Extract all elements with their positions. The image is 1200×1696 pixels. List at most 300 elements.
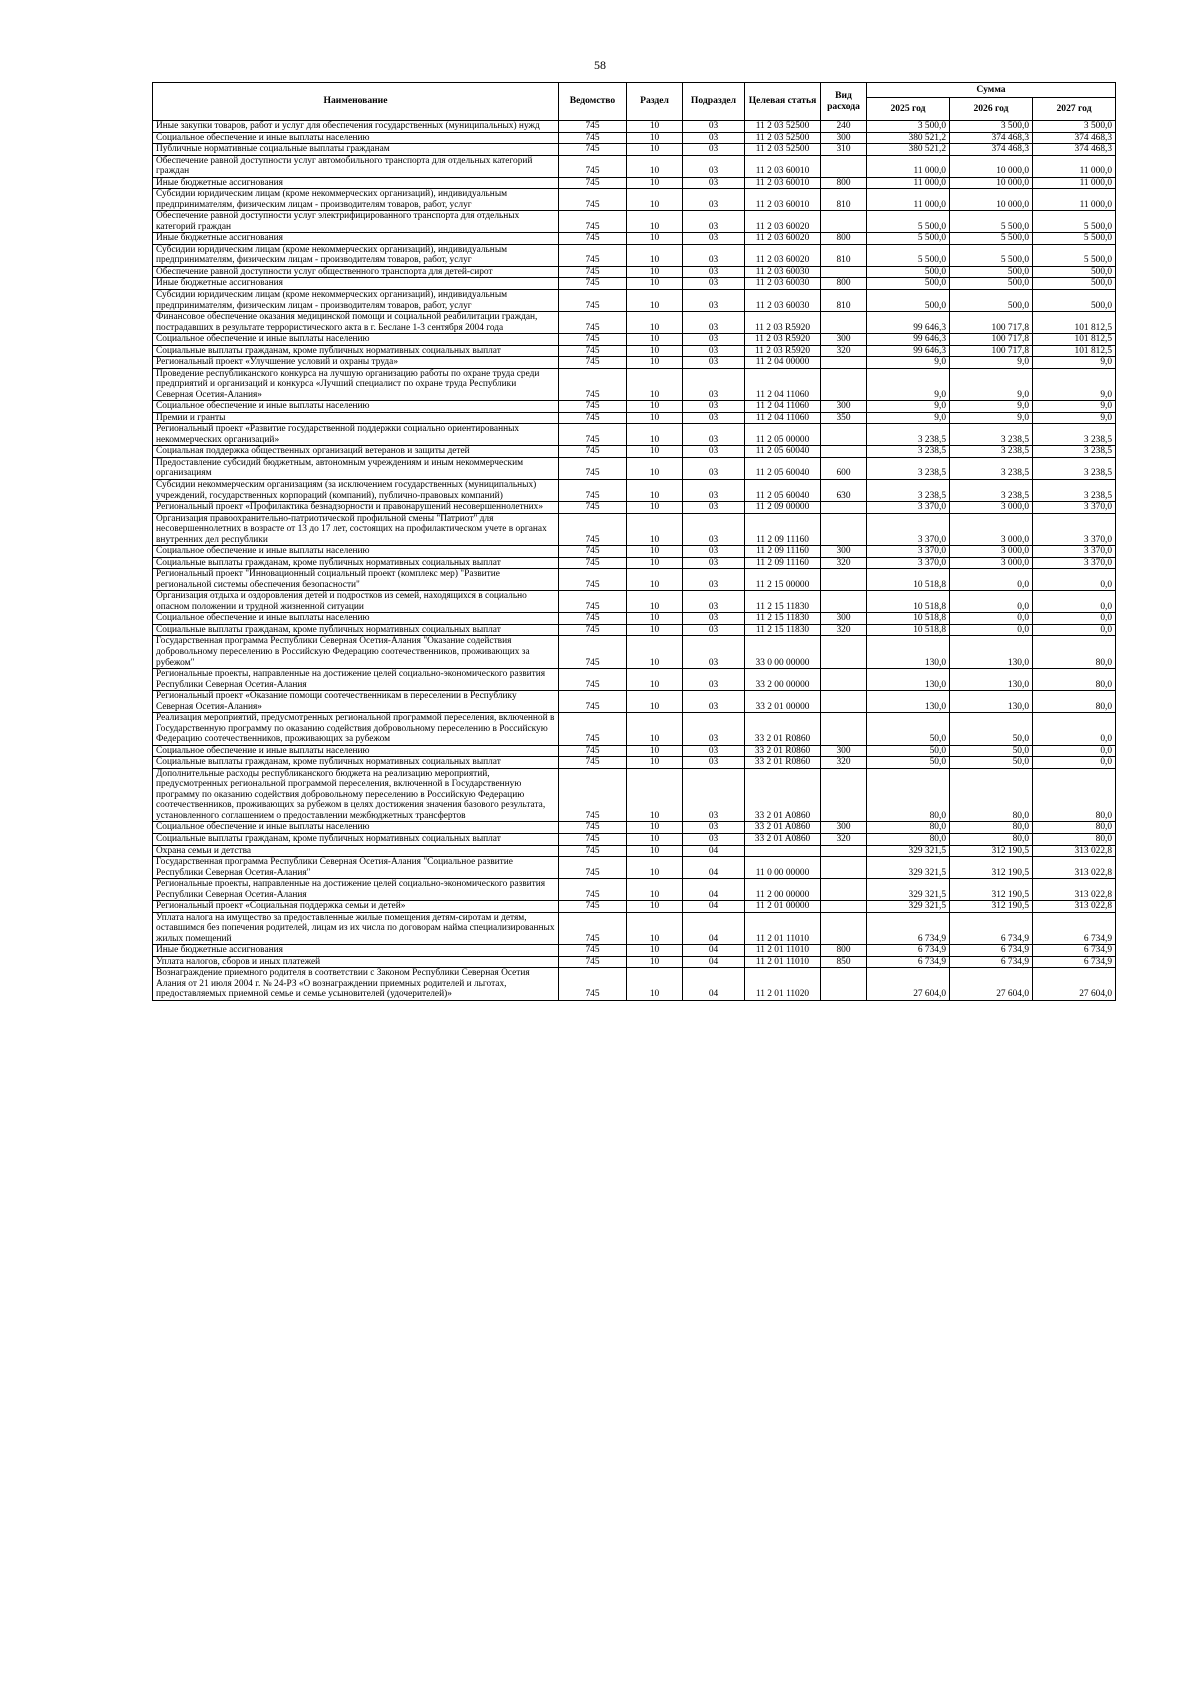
cell-target: 11 2 03 60010 bbox=[745, 177, 821, 189]
cell-subsection: 04 bbox=[683, 968, 745, 1001]
cell-target: 11 0 00 00000 bbox=[745, 857, 821, 879]
cell-type: 300 bbox=[821, 546, 867, 558]
header-type: Вид расхода bbox=[821, 83, 867, 121]
cell-2027: 6 734,9 bbox=[1033, 912, 1116, 945]
cell-name: Субсидии юридическим лицам (кроме некоммерческих организаций), индивидуальным предпринимателям, физическим лицам - производителям товаров, работ, услуг bbox=[153, 244, 559, 266]
cell-name: Реализация мероприятий, предусмотренных региональной программой переселения, включенной в Государственную программу по оказанию содействия добровольному переселению в Российскую Федерацию соотечественников, проживающих за рубежом bbox=[153, 713, 559, 746]
cell-2025: 5 500,0 bbox=[867, 211, 950, 233]
table-row bbox=[153, 312, 1116, 334]
cell-2027: 313 022,8 bbox=[1033, 845, 1116, 857]
cell-section: 10 bbox=[627, 879, 683, 901]
cell-2026: 10 000,0 bbox=[950, 189, 1033, 211]
cell-2025: 3 370,0 bbox=[867, 513, 950, 546]
cell-dept: 745 bbox=[559, 879, 627, 901]
table-row bbox=[153, 457, 1116, 479]
cell-target: 11 2 01 11010 bbox=[745, 945, 821, 957]
cell-2026: 5 500,0 bbox=[950, 211, 1033, 233]
cell-subsection: 03 bbox=[683, 591, 745, 613]
cell-target: 33 2 01 A0860 bbox=[745, 822, 821, 834]
cell-target: 33 2 01 00000 bbox=[745, 691, 821, 713]
cell-2026: 3 000,0 bbox=[950, 513, 1033, 546]
cell-type: 300 bbox=[821, 822, 867, 834]
cell-subsection: 03 bbox=[683, 546, 745, 558]
cell-name: Региональный проект «Социальная поддержка семьи и детей» bbox=[153, 901, 559, 913]
cell-name: Государственная программа Республики Северная Осетия-Алания "Оказание содействия добровольному переселению в Российскую Федерацию соотечественников, проживающих за рубежом" bbox=[153, 636, 559, 669]
header-dept: Ведомство bbox=[559, 83, 627, 121]
cell-target: 11 2 04 11060 bbox=[745, 401, 821, 413]
cell-subsection: 04 bbox=[683, 845, 745, 857]
cell-subsection: 03 bbox=[683, 513, 745, 546]
cell-name: Социальное обеспечение и иные выплаты населению bbox=[153, 613, 559, 625]
cell-target: 11 2 01 11010 bbox=[745, 956, 821, 968]
cell-type bbox=[821, 502, 867, 514]
cell-type bbox=[821, 713, 867, 746]
cell-dept: 745 bbox=[559, 624, 627, 636]
cell-name: Обеспечение равной доступности услуг общественного транспорта для детей-сирот bbox=[153, 266, 559, 278]
cell-2025: 5 500,0 bbox=[867, 244, 950, 266]
cell-2027: 0,0 bbox=[1033, 569, 1116, 591]
cell-name: Региональный проект «Оказание помощи соотечественникам в переселении в Республику Северная Осетия-Алания» bbox=[153, 691, 559, 713]
cell-2027: 500,0 bbox=[1033, 266, 1116, 278]
cell-dept: 745 bbox=[559, 912, 627, 945]
cell-section: 10 bbox=[627, 312, 683, 334]
cell-type: 310 bbox=[821, 144, 867, 156]
cell-dept: 745 bbox=[559, 834, 627, 846]
cell-2027: 374 468,3 bbox=[1033, 144, 1116, 156]
cell-section: 10 bbox=[627, 636, 683, 669]
table-row bbox=[153, 266, 1116, 278]
cell-subsection: 03 bbox=[683, 289, 745, 311]
cell-target: 11 2 03 R5920 bbox=[745, 312, 821, 334]
cell-type bbox=[821, 424, 867, 446]
cell-name: Организация отдыха и оздоровления детей и подростков из семей, находящихся в социально опасном положении и трудной жизненной ситуации bbox=[153, 591, 559, 613]
cell-section: 10 bbox=[627, 912, 683, 945]
cell-section: 10 bbox=[627, 569, 683, 591]
cell-2026: 100 717,8 bbox=[950, 345, 1033, 357]
cell-dept: 745 bbox=[559, 177, 627, 189]
cell-target: 33 2 01 R0860 bbox=[745, 713, 821, 746]
cell-type bbox=[821, 669, 867, 691]
cell-type: 630 bbox=[821, 480, 867, 502]
cell-subsection: 03 bbox=[683, 457, 745, 479]
cell-subsection: 03 bbox=[683, 345, 745, 357]
cell-name: Иные закупки товаров, работ и услуг для обеспечения государственных (муниципальных) нужд bbox=[153, 121, 559, 133]
cell-target: 11 2 03 60030 bbox=[745, 278, 821, 290]
cell-2026: 6 734,9 bbox=[950, 912, 1033, 945]
cell-type: 800 bbox=[821, 177, 867, 189]
cell-subsection: 03 bbox=[683, 557, 745, 569]
cell-section: 10 bbox=[627, 480, 683, 502]
cell-2026: 10 000,0 bbox=[950, 155, 1033, 177]
table-row bbox=[153, 857, 1116, 879]
cell-name: Социальные выплаты гражданам, кроме публичных нормативных социальных выплат bbox=[153, 757, 559, 769]
cell-name: Иные бюджетные ассигнования bbox=[153, 945, 559, 957]
cell-section: 10 bbox=[627, 144, 683, 156]
cell-type bbox=[821, 211, 867, 233]
cell-dept: 745 bbox=[559, 956, 627, 968]
cell-name: Охрана семьи и детства bbox=[153, 845, 559, 857]
cell-type: 350 bbox=[821, 412, 867, 424]
cell-target: 11 2 03 60030 bbox=[745, 289, 821, 311]
cell-dept: 745 bbox=[559, 233, 627, 245]
cell-section: 10 bbox=[627, 189, 683, 211]
cell-target: 11 2 03 60020 bbox=[745, 211, 821, 233]
cell-dept: 745 bbox=[559, 412, 627, 424]
cell-name: Государственная программа Республики Северная Осетия-Алания "Социальное развитие Республики Северная Осетия-Алания" bbox=[153, 857, 559, 879]
cell-section: 10 bbox=[627, 132, 683, 144]
table-row bbox=[153, 155, 1116, 177]
cell-target: 11 2 09 11160 bbox=[745, 557, 821, 569]
table-row bbox=[153, 956, 1116, 968]
cell-target: 11 2 09 11160 bbox=[745, 513, 821, 546]
cell-type bbox=[821, 368, 867, 401]
cell-2025: 130,0 bbox=[867, 669, 950, 691]
cell-2027: 0,0 bbox=[1033, 757, 1116, 769]
cell-2026: 3 238,5 bbox=[950, 480, 1033, 502]
cell-section: 10 bbox=[627, 244, 683, 266]
cell-2025: 9,0 bbox=[867, 368, 950, 401]
table-row bbox=[153, 822, 1116, 834]
cell-2027: 80,0 bbox=[1033, 834, 1116, 846]
cell-2027: 3 238,5 bbox=[1033, 457, 1116, 479]
cell-2027: 101 812,5 bbox=[1033, 312, 1116, 334]
cell-2026: 50,0 bbox=[950, 713, 1033, 746]
cell-2025: 9,0 bbox=[867, 401, 950, 413]
cell-name: Социальное обеспечение и иные выплаты населению bbox=[153, 401, 559, 413]
cell-2027: 80,0 bbox=[1033, 636, 1116, 669]
header-subsection: Подраздел bbox=[683, 83, 745, 121]
cell-2025: 50,0 bbox=[867, 757, 950, 769]
cell-2027: 9,0 bbox=[1033, 368, 1116, 401]
cell-name: Социальные выплаты гражданам, кроме публичных нормативных социальных выплат bbox=[153, 557, 559, 569]
cell-target: 11 2 00 00000 bbox=[745, 879, 821, 901]
cell-2027: 11 000,0 bbox=[1033, 177, 1116, 189]
cell-type: 800 bbox=[821, 278, 867, 290]
cell-subsection: 03 bbox=[683, 569, 745, 591]
cell-dept: 745 bbox=[559, 480, 627, 502]
cell-section: 10 bbox=[627, 834, 683, 846]
cell-2027: 500,0 bbox=[1033, 278, 1116, 290]
cell-subsection: 03 bbox=[683, 636, 745, 669]
cell-2027: 3 500,0 bbox=[1033, 121, 1116, 133]
cell-section: 10 bbox=[627, 457, 683, 479]
table-body bbox=[153, 121, 1116, 1001]
cell-2025: 130,0 bbox=[867, 636, 950, 669]
cell-type: 320 bbox=[821, 624, 867, 636]
cell-2026: 80,0 bbox=[950, 822, 1033, 834]
cell-target: 11 2 01 00000 bbox=[745, 901, 821, 913]
cell-2026: 50,0 bbox=[950, 757, 1033, 769]
cell-subsection: 03 bbox=[683, 177, 745, 189]
cell-subsection: 03 bbox=[683, 189, 745, 211]
cell-2025: 50,0 bbox=[867, 745, 950, 757]
cell-dept: 745 bbox=[559, 424, 627, 446]
cell-target: 11 2 04 11060 bbox=[745, 412, 821, 424]
cell-dept: 745 bbox=[559, 211, 627, 233]
table-row bbox=[153, 412, 1116, 424]
cell-dept: 745 bbox=[559, 691, 627, 713]
cell-subsection: 03 bbox=[683, 757, 745, 769]
cell-name: Социальное обеспечение и иные выплаты населению bbox=[153, 132, 559, 144]
cell-2027: 3 370,0 bbox=[1033, 513, 1116, 546]
table-row bbox=[153, 480, 1116, 502]
cell-type: 300 bbox=[821, 401, 867, 413]
cell-2025: 10 518,8 bbox=[867, 591, 950, 613]
cell-2027: 3 238,5 bbox=[1033, 480, 1116, 502]
cell-2025: 5 500,0 bbox=[867, 233, 950, 245]
cell-subsection: 03 bbox=[683, 368, 745, 401]
cell-dept: 745 bbox=[559, 244, 627, 266]
cell-2026: 500,0 bbox=[950, 266, 1033, 278]
cell-section: 10 bbox=[627, 177, 683, 189]
cell-2026: 500,0 bbox=[950, 289, 1033, 311]
cell-2026: 5 500,0 bbox=[950, 244, 1033, 266]
cell-2025: 329 321,5 bbox=[867, 879, 950, 901]
cell-2026: 312 190,5 bbox=[950, 857, 1033, 879]
cell-subsection: 03 bbox=[683, 334, 745, 346]
cell-2025: 500,0 bbox=[867, 278, 950, 290]
cell-dept: 745 bbox=[559, 613, 627, 625]
cell-2025: 329 321,5 bbox=[867, 857, 950, 879]
cell-section: 10 bbox=[627, 266, 683, 278]
cell-dept: 745 bbox=[559, 289, 627, 311]
cell-2027: 3 238,5 bbox=[1033, 446, 1116, 458]
cell-section: 10 bbox=[627, 446, 683, 458]
table-row bbox=[153, 624, 1116, 636]
cell-2026: 6 734,9 bbox=[950, 945, 1033, 957]
cell-target: 33 0 00 00000 bbox=[745, 636, 821, 669]
cell-2025: 80,0 bbox=[867, 834, 950, 846]
table-row bbox=[153, 945, 1116, 957]
cell-2025: 6 734,9 bbox=[867, 956, 950, 968]
cell-subsection: 03 bbox=[683, 155, 745, 177]
cell-dept: 745 bbox=[559, 345, 627, 357]
cell-2027: 5 500,0 bbox=[1033, 211, 1116, 233]
cell-subsection: 03 bbox=[683, 691, 745, 713]
cell-dept: 745 bbox=[559, 121, 627, 133]
table-row bbox=[153, 368, 1116, 401]
cell-2026: 9,0 bbox=[950, 412, 1033, 424]
cell-2027: 11 000,0 bbox=[1033, 155, 1116, 177]
table-row bbox=[153, 121, 1116, 133]
cell-section: 10 bbox=[627, 613, 683, 625]
cell-2025: 3 370,0 bbox=[867, 557, 950, 569]
cell-dept: 745 bbox=[559, 513, 627, 546]
cell-2026: 3 238,5 bbox=[950, 446, 1033, 458]
cell-target: 11 2 05 60040 bbox=[745, 446, 821, 458]
cell-dept: 745 bbox=[559, 144, 627, 156]
cell-type: 300 bbox=[821, 334, 867, 346]
cell-2026: 80,0 bbox=[950, 768, 1033, 822]
cell-dept: 745 bbox=[559, 334, 627, 346]
cell-type bbox=[821, 155, 867, 177]
cell-subsection: 04 bbox=[683, 857, 745, 879]
header-2026: 2026 год bbox=[950, 98, 1033, 121]
cell-dept: 745 bbox=[559, 857, 627, 879]
cell-name: Дополнительные расходы республиканского бюджета на реализацию мероприятий, предусмотренных региональной программой переселения, включенной в Государственную программу по оказанию содействия добровольному переселению в Российскую Федерацию соотечественников, проживающих за рубежом в целях достижения значения базового результата, установленного соглашением о предоставлении межбюджетных трансфертов bbox=[153, 768, 559, 822]
cell-section: 10 bbox=[627, 557, 683, 569]
cell-2025: 329 321,5 bbox=[867, 901, 950, 913]
cell-name: Субсидии юридическим лицам (кроме некоммерческих организаций), индивидуальным предпринимателям, физическим лицам - производителям товаров, работ, услуг bbox=[153, 289, 559, 311]
table-row bbox=[153, 901, 1116, 913]
table-row bbox=[153, 968, 1116, 1001]
cell-2027: 80,0 bbox=[1033, 669, 1116, 691]
cell-target: 11 2 01 11010 bbox=[745, 912, 821, 945]
cell-subsection: 03 bbox=[683, 266, 745, 278]
cell-subsection: 03 bbox=[683, 312, 745, 334]
table-row bbox=[153, 879, 1116, 901]
cell-2026: 9,0 bbox=[950, 401, 1033, 413]
cell-target: 11 2 03 60020 bbox=[745, 233, 821, 245]
cell-2026: 312 190,5 bbox=[950, 879, 1033, 901]
cell-2026: 3 000,0 bbox=[950, 546, 1033, 558]
cell-2025: 50,0 bbox=[867, 713, 950, 746]
cell-name: Публичные нормативные социальные выплаты гражданам bbox=[153, 144, 559, 156]
cell-dept: 745 bbox=[559, 266, 627, 278]
cell-name: Обеспечение равной доступности услуг электрифицированного транспорта для отдельных категорий граждан bbox=[153, 211, 559, 233]
table-row bbox=[153, 233, 1116, 245]
table-row bbox=[153, 189, 1116, 211]
cell-name: Предоставление субсидий бюджетным, автономным учреждениям и иным некоммерческим организациям bbox=[153, 457, 559, 479]
cell-2026: 374 468,3 bbox=[950, 132, 1033, 144]
cell-2027: 3 370,0 bbox=[1033, 557, 1116, 569]
cell-2025: 329 321,5 bbox=[867, 845, 950, 857]
cell-type bbox=[821, 879, 867, 901]
cell-subsection: 03 bbox=[683, 745, 745, 757]
cell-2026: 5 500,0 bbox=[950, 233, 1033, 245]
cell-name: Уплата налога на имущество за предоставленные жилые помещения детям-сиротам и детям, оставшимся без попечения родителей, лицам из их числа по договорам найма специализированных жилых помещений bbox=[153, 912, 559, 945]
cell-target: 11 2 03 R5920 bbox=[745, 334, 821, 346]
cell-name: Региональные проекты, направленные на достижение целей социально-экономического развития Республики Северная Осетия-Алания bbox=[153, 669, 559, 691]
cell-type: 800 bbox=[821, 945, 867, 957]
cell-name: Социальные выплаты гражданам, кроме публичных нормативных социальных выплат bbox=[153, 624, 559, 636]
cell-name: Обеспечение равной доступности услуг автомобильного транспорта для отдельных категорий граждан bbox=[153, 155, 559, 177]
cell-2025: 10 518,8 bbox=[867, 569, 950, 591]
cell-target: 11 2 09 11160 bbox=[745, 546, 821, 558]
cell-type bbox=[821, 266, 867, 278]
table-row bbox=[153, 745, 1116, 757]
cell-2027: 5 500,0 bbox=[1033, 233, 1116, 245]
cell-type bbox=[821, 357, 867, 369]
cell-2025: 3 500,0 bbox=[867, 121, 950, 133]
cell-dept: 745 bbox=[559, 357, 627, 369]
cell-2027: 374 468,3 bbox=[1033, 132, 1116, 144]
cell-name: Проведение республиканского конкурса на лучшую организацию работы по охране труда среди предприятий и организаций и конкурса «Лучший специалист по охране труда Республики Северная Осетия-Алания» bbox=[153, 368, 559, 401]
header-name: Наименование bbox=[153, 83, 559, 121]
cell-2026: 9,0 bbox=[950, 357, 1033, 369]
cell-2027: 80,0 bbox=[1033, 768, 1116, 822]
table-row bbox=[153, 132, 1116, 144]
cell-2027: 27 604,0 bbox=[1033, 968, 1116, 1001]
cell-dept: 745 bbox=[559, 745, 627, 757]
cell-dept: 745 bbox=[559, 189, 627, 211]
cell-2025: 99 646,3 bbox=[867, 334, 950, 346]
cell-target: 33 2 01 A0860 bbox=[745, 834, 821, 846]
cell-type: 240 bbox=[821, 121, 867, 133]
cell-2025: 3 370,0 bbox=[867, 546, 950, 558]
cell-subsection: 03 bbox=[683, 834, 745, 846]
cell-type bbox=[821, 446, 867, 458]
table-row bbox=[153, 546, 1116, 558]
cell-subsection: 03 bbox=[683, 121, 745, 133]
cell-dept: 745 bbox=[559, 368, 627, 401]
cell-2027: 80,0 bbox=[1033, 822, 1116, 834]
table-header bbox=[153, 83, 1116, 121]
cell-type: 800 bbox=[821, 233, 867, 245]
cell-type: 320 bbox=[821, 557, 867, 569]
cell-name: Региональный проект «Профилактика безнадзорности и правонарушений несовершеннолетних» bbox=[153, 502, 559, 514]
header-2025: 2025 год bbox=[867, 98, 950, 121]
cell-type: 320 bbox=[821, 345, 867, 357]
cell-dept: 745 bbox=[559, 155, 627, 177]
cell-name: Социальное обеспечение и иные выплаты населению bbox=[153, 822, 559, 834]
cell-2027: 9,0 bbox=[1033, 357, 1116, 369]
cell-dept: 745 bbox=[559, 757, 627, 769]
cell-2027: 0,0 bbox=[1033, 624, 1116, 636]
cell-2027: 6 734,9 bbox=[1033, 956, 1116, 968]
table-row bbox=[153, 513, 1116, 546]
cell-section: 10 bbox=[627, 233, 683, 245]
cell-subsection: 04 bbox=[683, 901, 745, 913]
cell-2025: 80,0 bbox=[867, 768, 950, 822]
cell-2025: 10 518,8 bbox=[867, 613, 950, 625]
cell-2025: 99 646,3 bbox=[867, 345, 950, 357]
cell-target: 11 2 05 00000 bbox=[745, 424, 821, 446]
table-row bbox=[153, 278, 1116, 290]
cell-2027: 3 370,0 bbox=[1033, 546, 1116, 558]
cell-2027: 3 238,5 bbox=[1033, 424, 1116, 446]
cell-section: 10 bbox=[627, 591, 683, 613]
cell-2026: 500,0 bbox=[950, 278, 1033, 290]
cell-target: 11 2 03 60010 bbox=[745, 155, 821, 177]
cell-subsection: 03 bbox=[683, 244, 745, 266]
table-row bbox=[153, 446, 1116, 458]
cell-section: 10 bbox=[627, 155, 683, 177]
cell-dept: 745 bbox=[559, 132, 627, 144]
cell-section: 10 bbox=[627, 211, 683, 233]
cell-type bbox=[821, 912, 867, 945]
cell-type bbox=[821, 768, 867, 822]
cell-type: 810 bbox=[821, 244, 867, 266]
cell-2026: 6 734,9 bbox=[950, 956, 1033, 968]
cell-2026: 10 000,0 bbox=[950, 177, 1033, 189]
cell-subsection: 03 bbox=[683, 502, 745, 514]
cell-dept: 745 bbox=[559, 278, 627, 290]
cell-2025: 3 238,5 bbox=[867, 446, 950, 458]
cell-name: Социальное обеспечение и иные выплаты населению bbox=[153, 546, 559, 558]
cell-subsection: 03 bbox=[683, 768, 745, 822]
cell-target: 11 2 03 52500 bbox=[745, 132, 821, 144]
cell-section: 10 bbox=[627, 334, 683, 346]
cell-target: 11 2 15 00000 bbox=[745, 569, 821, 591]
table-row bbox=[153, 569, 1116, 591]
cell-name: Иные бюджетные ассигнования bbox=[153, 278, 559, 290]
cell-name: Вознаграждение приемного родителя в соответствии с Законом Республики Северная Осетия Алания от 21 июля 2004 г. № 24-РЗ «О вознаграждении приемных родителей и льготах, предоставляемых приемной семье и семье усыновителей (удочерителей)» bbox=[153, 968, 559, 1001]
cell-type: 600 bbox=[821, 457, 867, 479]
cell-subsection: 03 bbox=[683, 822, 745, 834]
cell-2025: 130,0 bbox=[867, 691, 950, 713]
cell-2026: 9,0 bbox=[950, 368, 1033, 401]
cell-2026: 3 238,5 bbox=[950, 457, 1033, 479]
cell-2025: 11 000,0 bbox=[867, 155, 950, 177]
table-row bbox=[153, 912, 1116, 945]
cell-type bbox=[821, 591, 867, 613]
cell-type: 850 bbox=[821, 956, 867, 968]
table-row bbox=[153, 345, 1116, 357]
cell-section: 10 bbox=[627, 424, 683, 446]
cell-2027: 313 022,8 bbox=[1033, 901, 1116, 913]
cell-2027: 9,0 bbox=[1033, 401, 1116, 413]
